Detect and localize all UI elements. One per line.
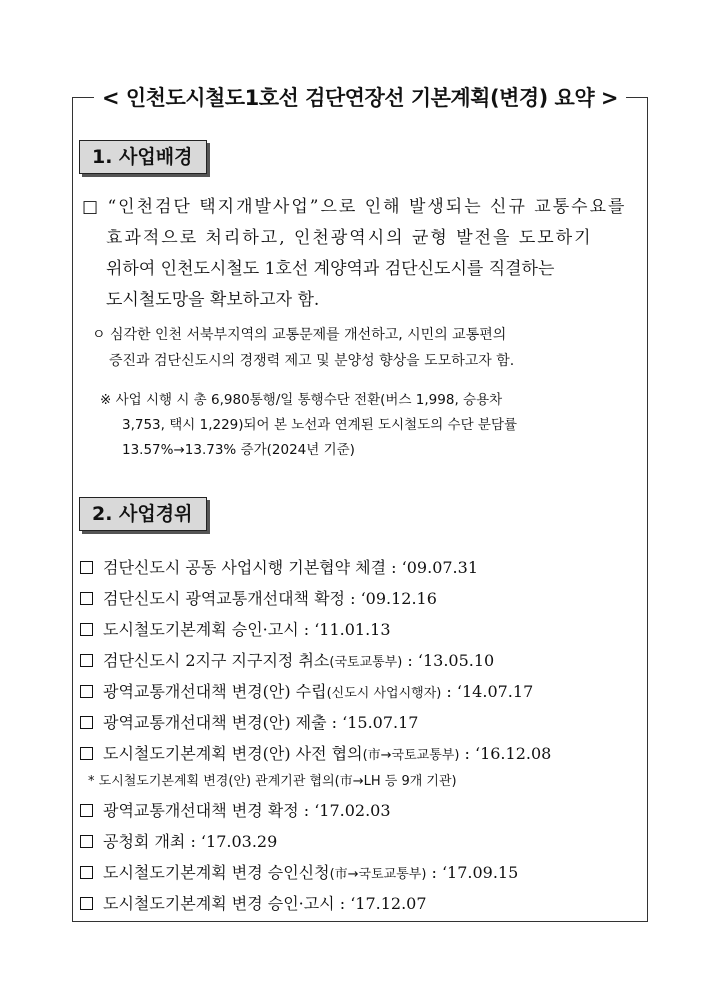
- history-item-text: 도시철도기본계획 변경 승인·고시 : ‘17.12.07: [103, 894, 427, 913]
- section1-note-line-2: 3,753, 택시 1,229)되어 본 노선과 연계된 도시철도의 수단 분담률: [122, 417, 518, 433]
- history-item-text: 도시철도기본계획 승인·고시 : ‘11.01.13: [103, 620, 391, 639]
- section1-sub-line-1: ㅇ 심각한 인천 서북부지역의 교통문제를 개선하고, 시민의 교통편의: [92, 327, 507, 343]
- section1-main-paragraph: [82, 192, 648, 316]
- section1-heading: 1. 사업배경: [79, 140, 207, 174]
- section1-sub-line-2: 증진과 검단신도시의 경쟁력 제고 및 분양성 향상을 도모하고자 함.: [109, 353, 515, 369]
- checkbox-icon: [80, 835, 93, 848]
- section1-sub-paragraph: [92, 322, 644, 374]
- history-item: [80, 583, 648, 614]
- checkbox-icon: [80, 897, 93, 910]
- history-item: [80, 738, 648, 769]
- page-title: < 인천도시철도1호선 검단연장선 기본계획(변경) 요약 >: [94, 82, 626, 112]
- history-item-agency: (市→국토교통부): [329, 867, 427, 882]
- section1-note-line-1: ※ 사업 시행 시 총 6,980통행/일 통행수단 전환(버스 1,998, 승용차: [100, 392, 503, 408]
- section1-note-line-3: 13.57%→13.73% 증가(2024년 기준): [122, 442, 355, 458]
- history-item-date: : ‘17.09.15: [426, 863, 519, 882]
- history-item-date: : ‘13.05.10: [402, 651, 495, 670]
- checkbox-icon: [80, 561, 93, 574]
- history-item-text: 공청회 개최 : ‘17.03.29: [103, 832, 278, 851]
- history-item-text: 도시철도기본계획 변경 승인신청: [103, 863, 330, 882]
- history-item-agency: (市→국토교통부): [362, 748, 460, 763]
- history-item-agency: (신도시 사업시행자): [326, 686, 442, 701]
- history-item: [80, 707, 648, 738]
- history-note: * 도시철도기본계획 변경(안) 관계기관 협의(市→LH 등 9개 기관): [88, 774, 457, 789]
- history-list: [80, 552, 648, 919]
- history-item: [80, 795, 648, 826]
- checkbox-icon: [80, 623, 93, 636]
- history-item-agency: (국토교통부): [329, 655, 403, 670]
- history-item-text: 광역교통개선대책 변경(안) 제출 : ‘15.07.17: [103, 713, 419, 732]
- checkbox-icon: [80, 685, 93, 698]
- history-item-text: 광역교통개선대책 변경 확정 : ‘17.02.03: [103, 801, 391, 820]
- section1-main-line-1: □ “인천검단 택지개발사업”으로 인해 발생되는 신규 교통수요를: [82, 197, 627, 217]
- section2-heading: 2. 사업경위: [79, 497, 207, 531]
- history-item: [80, 857, 648, 888]
- history-item: [80, 645, 648, 676]
- section1-main-line-3: 위하여 인천도시철도 1호선 계양역과 검단신도시를 직결하는: [106, 259, 555, 279]
- history-item-date: : ‘14.07.17: [441, 682, 534, 701]
- section1-note: [100, 388, 648, 463]
- checkbox-icon: [80, 804, 93, 817]
- history-item-text: 검단신도시 2지구 지구지정 취소: [103, 651, 330, 670]
- history-item-text: 검단신도시 광역교통개선대책 확정 : ‘09.12.16: [103, 589, 437, 608]
- history-item: [80, 552, 648, 583]
- history-item: [80, 888, 648, 919]
- history-item: [80, 614, 648, 645]
- title-wrap: [0, 82, 720, 112]
- history-item-text: 검단신도시 공동 사업시행 기본협약 체결 : ‘09.07.31: [103, 558, 478, 577]
- history-item: [80, 826, 648, 857]
- section1-main-line-4: 도시철도망을 확보하고자 함.: [106, 290, 320, 310]
- section1-main-line-2: 효과적으로 처리하고, 인천광역시의 균형 발전을 도모하기: [106, 228, 593, 248]
- checkbox-icon: [80, 654, 93, 667]
- history-item-text: 광역교통개선대책 변경(안) 수립: [103, 682, 327, 701]
- checkbox-icon: [80, 592, 93, 605]
- history-item: [80, 676, 648, 707]
- history-item-text: 도시철도기본계획 변경(안) 사전 협의: [103, 744, 363, 763]
- history-item-date: : ‘16.12.08: [459, 744, 552, 763]
- checkbox-icon: [80, 747, 93, 760]
- checkbox-icon: [80, 866, 93, 879]
- checkbox-icon: [80, 716, 93, 729]
